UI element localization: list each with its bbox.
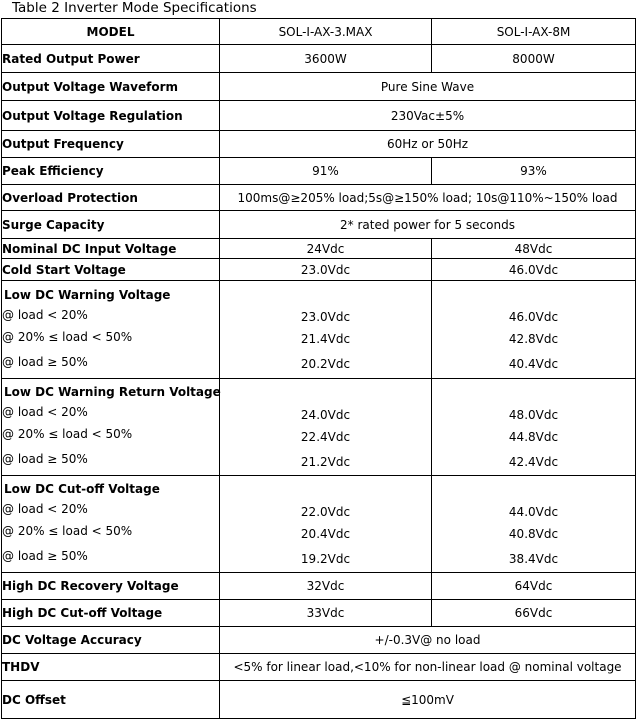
group-title: Low DC Warning Voltage (4, 287, 171, 302)
group-value: 24.0Vdc (300, 407, 351, 422)
row-label: Output Frequency (2, 131, 220, 158)
row-label: Overload Protection (2, 185, 220, 211)
group-value: 38.4Vdc (508, 551, 559, 566)
group-condition: @ 20% ≤ load < 50% (2, 329, 133, 344)
table-row (2, 73, 636, 101)
row-label: Output Voltage Waveform (2, 73, 220, 101)
group-condition: @ load ≥ 50% (2, 354, 88, 369)
group-condition: @ load ≥ 50% (2, 549, 88, 563)
group-value: 42.4Vdc (508, 454, 559, 469)
row-value-b: 8000W (432, 45, 636, 73)
row-value-a: 33Vdc (220, 600, 432, 627)
row-value: ≦100mV (220, 681, 636, 719)
table-caption: Table 2 Inverter Mode Specifications (12, 0, 257, 16)
row-value-b: 64Vdc (432, 573, 636, 600)
row-label: DC Voltage Accuracy (2, 627, 220, 654)
group-value: 48.0Vdc (508, 407, 559, 422)
row-value-b: 66Vdc (432, 600, 636, 627)
grouped-row (2, 281, 636, 379)
group-values-b (432, 379, 636, 476)
row-value-a: 24Vdc (220, 239, 432, 259)
row-value: +/-0.3V@ no load (220, 627, 636, 654)
group-condition: @ load < 20% (2, 502, 88, 516)
group-values-b (432, 281, 636, 379)
group-value: 22.4Vdc (300, 429, 351, 444)
group-value: 44.0Vdc (508, 504, 559, 519)
row-label: THDV (2, 654, 220, 681)
group-value: 42.8Vdc (508, 332, 559, 346)
row-value-b: 48Vdc (432, 239, 636, 259)
row-label: Peak Efficiency (2, 158, 220, 185)
grouped-row (2, 476, 636, 573)
group-condition: @ load ≥ 50% (2, 452, 88, 466)
table-row (2, 131, 636, 158)
row-value: <5% for linear load,<10% for non-linear load @ nominal voltage (220, 654, 636, 681)
row-value-b: 93% (432, 158, 636, 185)
row-label: Output Voltage Regulation (2, 101, 220, 131)
group-value: 40.8Vdc (508, 526, 559, 541)
table-row (2, 654, 636, 681)
row-label: Rated Output Power (2, 45, 220, 73)
group-value: 20.2Vdc (300, 357, 351, 371)
group-label-cell (2, 476, 220, 573)
group-condition: @ 20% ≤ load < 50% (2, 427, 133, 441)
group-values-a (220, 476, 432, 573)
row-value: 60Hz or 50Hz (220, 131, 636, 158)
row-label: High DC Recovery Voltage (2, 573, 220, 600)
group-label-cell (2, 379, 220, 476)
group-value: 20.4Vdc (300, 526, 351, 541)
table-row (2, 101, 636, 131)
row-label: DC Offset (2, 681, 220, 719)
group-value: 44.8Vdc (508, 429, 559, 444)
row-value-b: 46.0Vdc (432, 259, 636, 281)
row-value: 230Vac±5% (220, 101, 636, 131)
table-row (2, 681, 636, 719)
header-model-b: SOL-I-AX-8M (432, 19, 636, 45)
row-label: Nominal DC Input Voltage (2, 239, 220, 259)
row-label: Surge Capacity (2, 211, 220, 239)
row-value: Pure Sine Wave (220, 73, 636, 101)
table-row (2, 627, 636, 654)
group-value: 19.2Vdc (300, 551, 351, 566)
row-label: High DC Cut-off Voltage (2, 600, 220, 627)
table-row (2, 185, 636, 211)
header-model-label: MODEL (2, 19, 220, 45)
group-values-b (432, 476, 636, 573)
table-row (2, 45, 636, 73)
group-value: 46.0Vdc (508, 310, 559, 324)
row-value: 100ms@≥205% load;5s@≥150% load; 10s@110%~150% load (220, 185, 636, 211)
group-value: 21.4Vdc (300, 332, 351, 346)
group-title: Low DC Cut-off Voltage (4, 482, 160, 496)
group-values-a (220, 281, 432, 379)
table-row (2, 573, 636, 600)
row-value: 2* rated power for 5 seconds (220, 211, 636, 239)
group-values-a (220, 379, 432, 476)
group-condition: @ 20% ≤ load < 50% (2, 524, 133, 538)
row-value-a: 23.0Vdc (220, 259, 432, 281)
header-row (2, 19, 636, 45)
inverter-spec-table (1, 18, 636, 719)
group-value: 21.2Vdc (300, 454, 351, 469)
table-row (2, 158, 636, 185)
group-value: 40.4Vdc (508, 357, 559, 371)
row-value-a: 32Vdc (220, 573, 432, 600)
group-title: Low DC Warning Return Voltage (4, 385, 221, 399)
header-model-a: SOL-I-AX-3.MAX (220, 19, 432, 45)
row-label: Cold Start Voltage (2, 259, 220, 281)
group-condition: @ load < 20% (2, 307, 88, 322)
group-condition: @ load < 20% (2, 405, 88, 419)
group-label-cell (2, 281, 220, 379)
grouped-row (2, 379, 636, 476)
row-value-a: 3600W (220, 45, 432, 73)
table-row (2, 239, 636, 259)
table-row (2, 259, 636, 281)
table-row (2, 600, 636, 627)
table-row (2, 211, 636, 239)
row-value-a: 91% (220, 158, 432, 185)
group-value: 22.0Vdc (300, 504, 351, 519)
group-value: 23.0Vdc (300, 310, 351, 324)
